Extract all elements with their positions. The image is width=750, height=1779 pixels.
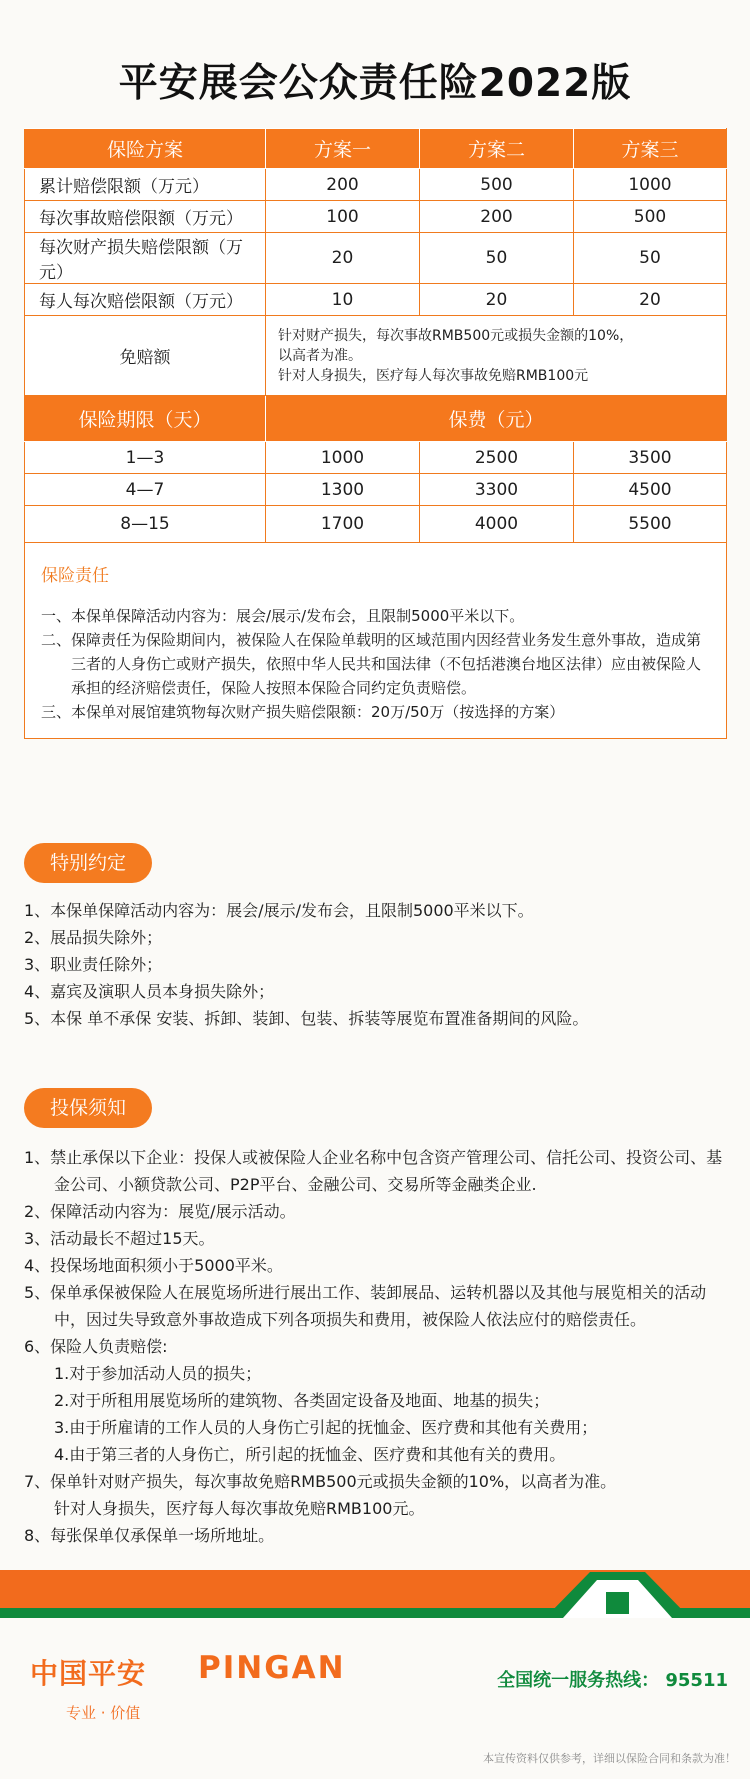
list-item: 3、职业责任除外； <box>24 955 163 974</box>
list-item: 5、本保 单不承保 安装、拆卸、装卸、包装、拆装等展览布置准备期间的风险。 <box>24 1009 589 1028</box>
cell: 3300 <box>420 474 574 506</box>
special-section-title: 特别约定 <box>24 843 152 883</box>
cell: 1300 <box>266 474 420 506</box>
cell: 200 <box>266 169 420 201</box>
slogan: 专业 · 价值 <box>66 1704 141 1722</box>
plan-header-3: 方案三 <box>574 129 727 169</box>
premium-header: 保费（元） <box>266 396 727 442</box>
cell: 4000 <box>420 506 574 543</box>
list-item: 7、保单针对财产损失，每次事故免赔RMB500元或损失金额的10%，以高者为准。 <box>24 1472 617 1491</box>
period-header-row <box>25 396 727 442</box>
disclaimer: 本宣传资料仅供参考，详细以保险合同和条款为准！ <box>483 1752 736 1765</box>
deductible-row <box>25 316 727 396</box>
cell: 1700 <box>266 506 420 543</box>
deductible-text <box>266 316 727 396</box>
table-row <box>25 506 727 543</box>
hotline: 全国统一服务热线： 95511 <box>497 1670 728 1691</box>
list-subitem: 2.对于所租用展览场所的建筑物、各类固定设备及地面、地基的损失； <box>54 1391 550 1410</box>
pingan-logo-cn: 中国平安 <box>30 1657 147 1690</box>
cell: 200 <box>420 201 574 233</box>
table-row <box>25 474 727 506</box>
table-row <box>25 442 727 474</box>
list-subitem: 针对人身损失，医疗每人每次事故免赔RMB100元。 <box>54 1499 425 1518</box>
cell: 1000 <box>574 169 727 201</box>
deductible-line: 针对财产损失，每次事故RMB500元或损失金额的10%， <box>278 327 634 344</box>
list-item: 8、每张保单仅承保单一场所地址。 <box>24 1526 275 1545</box>
list-item: 6、保险人负责赔偿: <box>24 1337 168 1356</box>
plan-header-2: 方案二 <box>420 129 574 169</box>
row-label: 每次事故赔偿限额（万元） <box>25 201 266 233</box>
period-header-label: 保险期限（天） <box>25 396 266 442</box>
cell: 50 <box>574 233 727 284</box>
notice-section-title: 投保须知 <box>24 1088 152 1128</box>
row-label: 4—7 <box>25 474 266 506</box>
table-row <box>25 201 727 233</box>
row-label: 1—3 <box>25 442 266 474</box>
row-label: 每人每次赔偿限额（万元） <box>25 284 266 316</box>
cell: 3500 <box>574 442 727 474</box>
footer-roof-band <box>0 1570 750 1618</box>
list-item: 4、投保场地面积须小于5000平米。 <box>24 1256 283 1275</box>
cell: 20 <box>266 233 420 284</box>
table-row <box>25 169 727 201</box>
row-label: 累计赔偿限额（万元） <box>25 169 266 201</box>
table-row <box>25 233 727 284</box>
pingan-logo-en: PINGAN <box>198 1650 346 1686</box>
cell: 10 <box>266 284 420 316</box>
plan-header-label: 保险方案 <box>25 129 266 169</box>
responsibility-cell <box>25 543 727 739</box>
responsibility-item: 一、本保单保障活动内容为：展会/展示/发布会，且限制5000平米以下。 <box>41 607 525 625</box>
responsibility-item: 二、保障责任为保险期间内，被保险人在保险单载明的区域范围内因经营业务发生意外事故，造成第三者的人身伤亡或财产损失，依照中华人民共和国法律（不包括港澳台地区法律）应由被保险人承担的经济赔偿责任，保险人按照本保险合同约定负责赔偿。 <box>41 631 702 697</box>
cell: 4500 <box>574 474 727 506</box>
cell: 20 <box>420 284 574 316</box>
table-row <box>25 284 727 316</box>
list-item: 2、展品损失除外； <box>24 928 163 947</box>
row-label: 每次财产损失赔偿限额（万元） <box>25 233 266 284</box>
cell: 2500 <box>420 442 574 474</box>
plan-table <box>24 128 727 739</box>
cell: 100 <box>266 201 420 233</box>
list-item: 2、保障活动内容为：展览/展示活动。 <box>24 1202 296 1221</box>
cell: 20 <box>574 284 727 316</box>
cell: 5500 <box>574 506 727 543</box>
deductible-label: 免赔额 <box>25 316 266 396</box>
special-list <box>24 897 734 1032</box>
page-title: 平安展会公众责任险2022版 <box>118 61 632 106</box>
list-subitem: 3.由于所雇请的工作人员的人身伤亡引起的抚恤金、医疗费和其他有关费用； <box>54 1418 598 1437</box>
row-label: 8—15 <box>25 506 266 543</box>
cell: 1000 <box>266 442 420 474</box>
list-item: 1、本保单保障活动内容为：展会/展示/发布会，且限制5000平米以下。 <box>24 901 534 920</box>
notice-list <box>24 1144 734 1549</box>
responsibility-row <box>25 543 727 739</box>
list-item: 1、禁止承保以下企业：投保人或被保险人企业名称中包含资产管理公司、信托公司、投资公司、基金公司、小额贷款公司、P2P平台、金融公司、交易所等金融类企业. <box>24 1148 723 1194</box>
plan-header-1: 方案一 <box>266 129 420 169</box>
deductible-line: 针对人身损失，医疗每人每次事故免赔RMB100元 <box>278 367 589 384</box>
list-subitem: 4.由于第三者的人身伤亡，所引起的抚恤金、医疗费和其他有关的费用。 <box>54 1445 566 1464</box>
cell: 500 <box>574 201 727 233</box>
list-item: 5、保单承保被保险人在展览场所进行展出工作、装卸展品、运转机器以及其他与展览相关的活动中，因过失导致意外事故造成下列各项损失和费用，被保险人依法应付的赔偿责任。 <box>24 1283 707 1329</box>
cell: 50 <box>420 233 574 284</box>
responsibility-item: 三、本保单对展馆建筑物每次财产损失赔偿限额：20万/50万（按选择的方案） <box>41 703 565 721</box>
list-item: 3、活动最长不超过15天。 <box>24 1229 215 1248</box>
deductible-line: 以高者为准。 <box>278 347 362 364</box>
plan-header-row <box>25 129 727 169</box>
list-subitem: 1.对于参加活动人员的损失； <box>54 1364 262 1383</box>
responsibility-title: 保险责任 <box>41 566 109 586</box>
cell: 500 <box>420 169 574 201</box>
list-item: 4、嘉宾及演职人员本身损失除外； <box>24 982 275 1001</box>
